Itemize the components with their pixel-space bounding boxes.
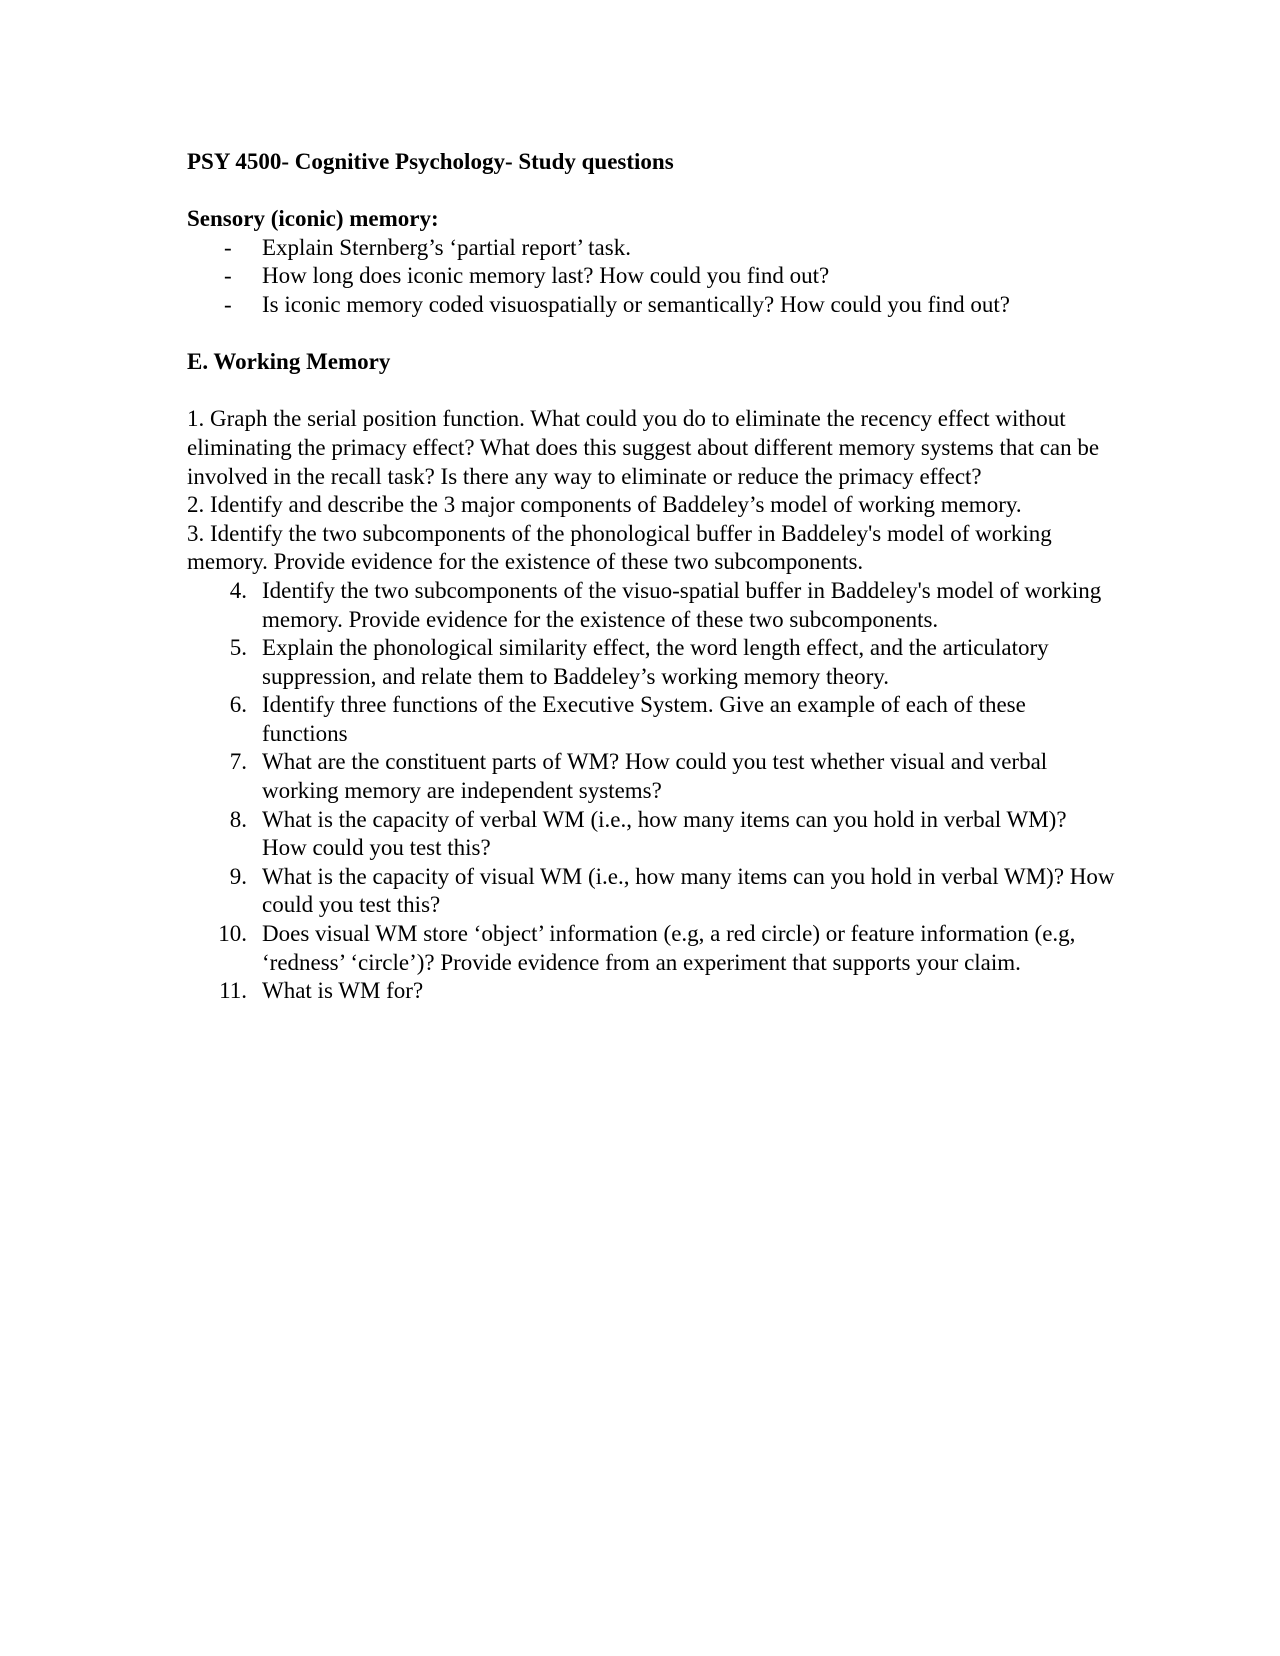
spacer <box>187 320 1117 349</box>
question-text: What is the capacity of visual WM (i.e., how many items can you hold in verbal WM)? How could you test this? <box>262 863 1115 918</box>
numbered-question-item <box>187 748 1117 805</box>
question-text: Explain the phonological similarity effect, the word length effect, and the articulatory suppression, and relate them to Baddeley’s working memory theory. <box>262 635 1049 689</box>
dash-bullet: - <box>224 234 232 260</box>
question-number: 10. <box>218 921 247 947</box>
question-text: What is WM for? <box>262 978 424 1004</box>
numbered-question-item <box>187 691 1117 748</box>
document-title: PSY 4500- Cognitive Psychology- Study questions <box>187 149 674 174</box>
numbered-question-item <box>187 634 1117 691</box>
document-page <box>187 148 1117 1006</box>
sensory-question-item <box>187 262 1117 291</box>
dash-bullet: - <box>224 263 232 289</box>
sensory-memory-heading: Sensory (iconic) memory: <box>187 206 439 232</box>
question-number: 7. <box>229 749 247 775</box>
question-text: Identify the two subcomponents of the visuo-spatial buffer in Baddeley's model of working memory. Provide evidence for the existence of these two subcomponents. <box>262 577 1102 632</box>
sensory-question-text: Explain Sternberg’s ‘partial report’ task. <box>262 234 631 260</box>
sensory-question-text: Is iconic memory coded visuospatially or semantically? How could you find out? <box>262 291 1010 317</box>
numbered-question-item <box>187 977 1117 1006</box>
dash-bullet: - <box>224 291 232 317</box>
sensory-question-item <box>187 234 1117 263</box>
numbered-question-item <box>187 920 1117 977</box>
question-number: 4. <box>229 577 247 603</box>
working-memory-question-list <box>187 577 1117 1006</box>
working-memory-heading: E. Working Memory <box>187 349 391 375</box>
sensory-question-item <box>187 291 1117 320</box>
question-text: Identify three functions of the Executive System. Give an example of each of these functions <box>262 692 1026 746</box>
sensory-question-list <box>187 234 1117 320</box>
spacer <box>187 377 1117 406</box>
question-number: 6. <box>229 692 247 718</box>
question-text: What are the constituent parts of WM? How could you test whether visual and verbal working memory are independent systems? <box>262 749 1048 804</box>
question-text: Does visual WM store ‘object’ information (e.g, a red circle) or feature information (e.g, ‘redness’ ‘circle’)? Provide evidence from an experiment that supports your claim. <box>262 921 1076 975</box>
question-text: What is the capacity of verbal WM (i.e., how many items can you hold in verbal WM)? How could you test this? <box>262 806 1067 861</box>
numbered-question-item <box>187 863 1117 920</box>
question-number: 8. <box>229 806 247 832</box>
question-paragraph: 3. Identify the two subcomponents of the phonological buffer in Baddeley's model of working memory. Provide evidence for the existence of these two subcomponents. <box>187 520 1052 575</box>
question-number: 11. <box>219 978 247 1004</box>
spacer <box>187 177 1117 206</box>
sensory-question-text: How long does iconic memory last? How could you find out? <box>262 263 830 289</box>
numbered-question-item <box>187 577 1117 634</box>
question-number: 5. <box>229 635 247 661</box>
question-paragraph: 2. Identify and describe the 3 major components of Baddeley’s model of working memory. <box>187 492 1022 518</box>
question-number: 9. <box>229 863 247 889</box>
question-paragraph: 1. Graph the serial position function. What could you do to eliminate the recency effect without eliminating the primacy effect? What does this suggest about different memory systems that can be involved in the recall task? Is there any way to eliminate or reduce the primacy effect? <box>187 406 1100 489</box>
numbered-question-item <box>187 806 1117 863</box>
